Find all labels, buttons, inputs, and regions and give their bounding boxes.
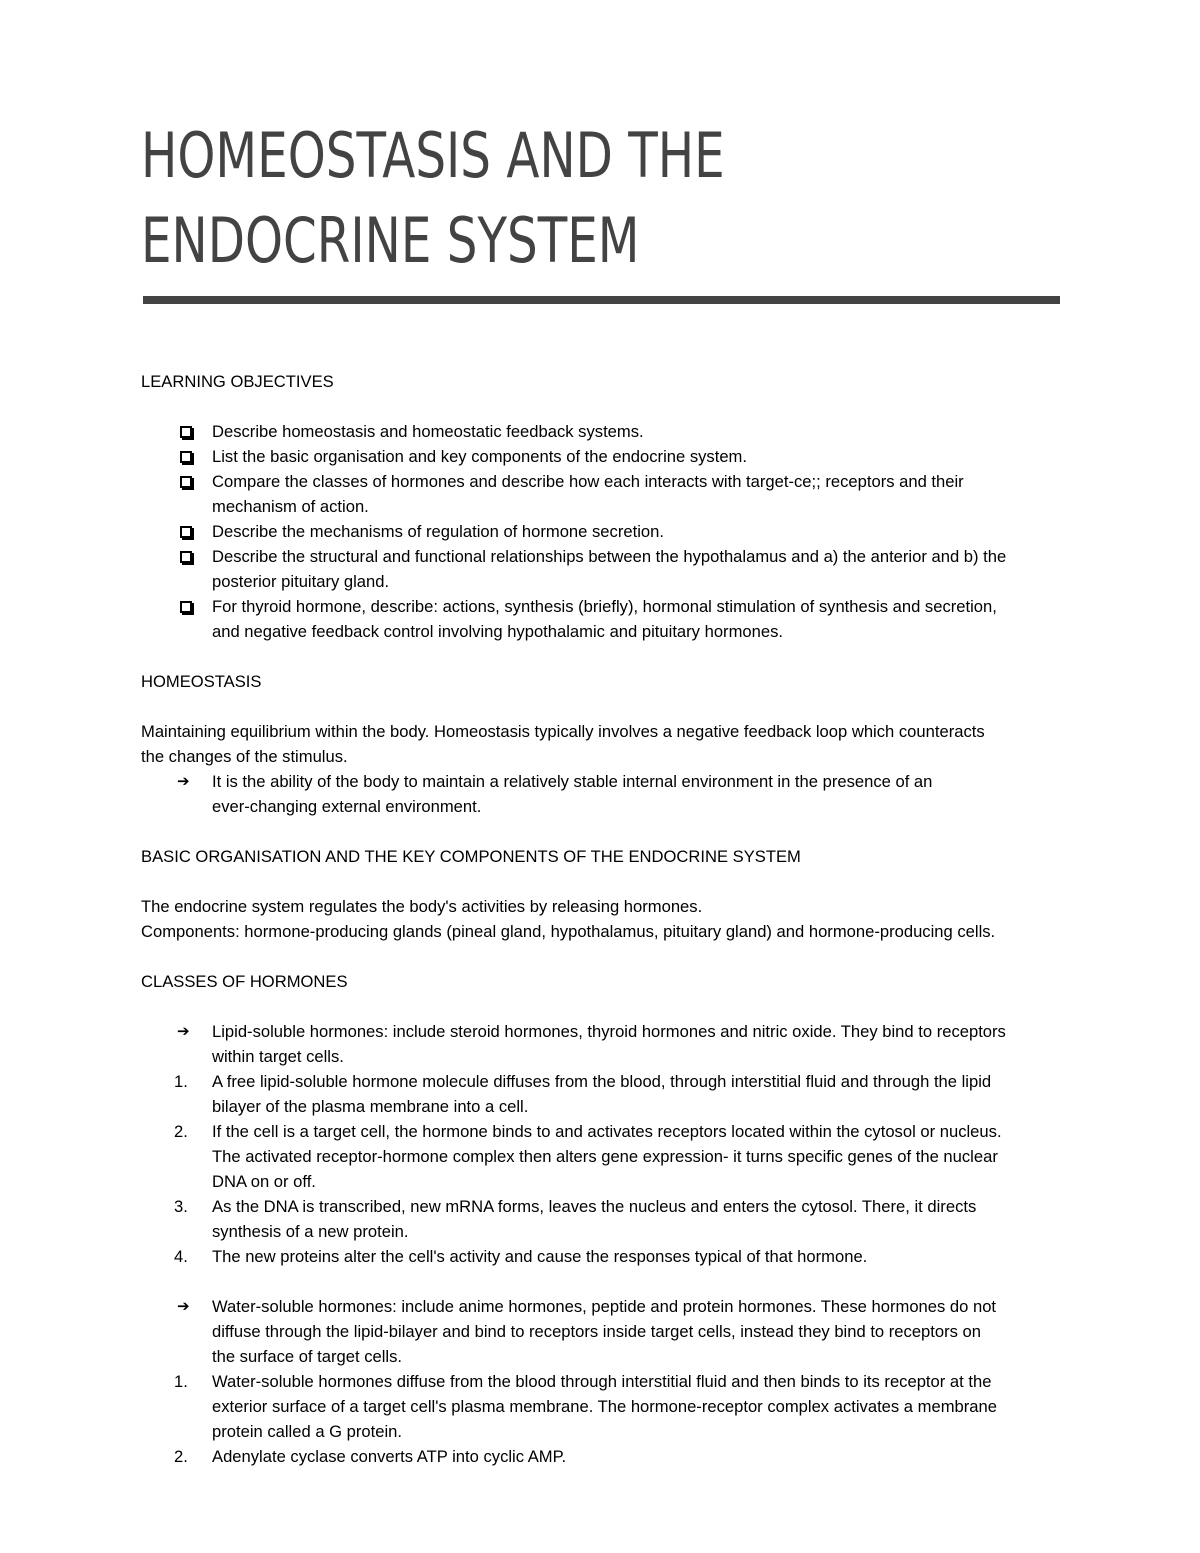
numbered-step: 3. As the DNA is transcribed, new mRNA forms, leaves the nucleus and enters the cytosol. There, it directs synthesis of a new protein. <box>174 1197 977 1241</box>
water-bullets <box>141 1294 1061 1369</box>
checkbox-icon <box>180 526 192 538</box>
objective-item: Describe the structural and functional relationships between the hypothalamus and a) the anterior and b) the posterior pituitary gland. <box>141 544 1061 594</box>
arrow-bullet-item: ➔ Water-soluble hormones: include anime hormones, peptide and protein hormones. These hormones do not diffuse through the lipid-bilayer and bind to receptors inside target cells, instead they bind to receptors on the surface of target cells. <box>141 1294 1061 1369</box>
checkbox-icon <box>180 451 192 463</box>
learning-objectives-list <box>141 419 1061 644</box>
checkbox-icon <box>180 551 192 563</box>
arrow-bullet-item: ➔ Lipid-soluble hormones: include steroid hormones, thyroid hormones and nitric oxide. They bind to receptors within target cells. <box>141 1019 1061 1069</box>
arrow-bullet-item: ➔ It is the ability of the body to maintain a relatively stable internal environment in the presence of an ever-changing external environment. <box>141 769 1061 819</box>
objective-item: For thyroid hormone, describe: actions, synthesis (briefly), hormonal stimulation of synthesis and secretion, and negative feedback control involving hypothalamic and pituitary hormones. <box>141 594 1061 644</box>
document-body <box>141 369 1061 1469</box>
numbered-step: 2. If the cell is a target cell, the hormone binds to and activates receptors located within the cytosol or nucleus. The activated receptor-hormone complex then alters gene expression- it turns specific genes of the nuclear DNA on or off. <box>174 1122 1002 1191</box>
numbered-step: 1. Water-soluble hormones diffuse from the blood through interstitial fluid and then binds to its receptor at the exterior surface of a target cell's plasma membrane. The hormone-receptor complex activates a membrane protein called a G protein. <box>174 1372 997 1441</box>
objective-item: Describe the mechanisms of regulation of hormone secretion. <box>141 519 1061 544</box>
water-steps-list <box>141 1369 1061 1469</box>
document-title <box>141 113 859 283</box>
arrow-right-icon: ➔ <box>177 1023 190 1040</box>
arrow-right-icon: ➔ <box>177 773 190 790</box>
checkbox-icon <box>180 426 192 438</box>
basic-organisation-heading: BASIC ORGANISATION AND THE KEY COMPONENTS OF THE ENDOCRINE SYSTEM <box>141 847 801 866</box>
numbered-step: 2. Adenylate cyclase converts ATP into cyclic AMP. <box>174 1447 567 1466</box>
homeostasis-bullets <box>141 769 1061 819</box>
numbered-step: 1. A free lipid-soluble hormone molecule diffuses from the blood, through interstitial fluid and through the lipid bilayer of the plasma membrane into a cell. <box>174 1072 992 1116</box>
objective-item: Describe homeostasis and homeostatic feedback systems. <box>141 419 1061 444</box>
checkbox-icon <box>180 601 192 613</box>
classes-heading: CLASSES OF HORMONES <box>141 972 348 991</box>
homeostasis-paragraph: Maintaining equilibrium within the body. Homeostasis typically involves a negative feedback loop which counteracts the changes of the stimulus. <box>141 722 985 766</box>
basic-organisation-text: The endocrine system regulates the body's activities by releasing hormones. Components: hormone-producing glands (pineal gland, hypothalamus, pituitary gland) and hormone-producing cells. <box>141 897 996 941</box>
objective-item: List the basic organisation and key components of the endocrine system. <box>141 444 1061 469</box>
numbered-step: 4. The new proteins alter the cell's activity and cause the responses typical of that hormone. <box>174 1247 868 1266</box>
title-underline-rule <box>143 296 1060 304</box>
lipid-bullets <box>141 1019 1061 1069</box>
learning-objectives-heading: LEARNING OBJECTIVES <box>141 372 334 391</box>
title-line-1: HOMEOSTASIS AND THE <box>141 119 725 192</box>
lipid-steps-list <box>141 1069 1061 1269</box>
objective-item: Compare the classes of hormones and describe how each interacts with target-ce;; receptors and their mechanism of action. <box>141 469 1061 519</box>
checkbox-icon <box>180 476 192 488</box>
title-line-2: ENDOCRINE SYSTEM <box>141 204 640 277</box>
arrow-right-icon: ➔ <box>177 1298 190 1315</box>
homeostasis-heading: HOMEOSTASIS <box>141 672 262 691</box>
